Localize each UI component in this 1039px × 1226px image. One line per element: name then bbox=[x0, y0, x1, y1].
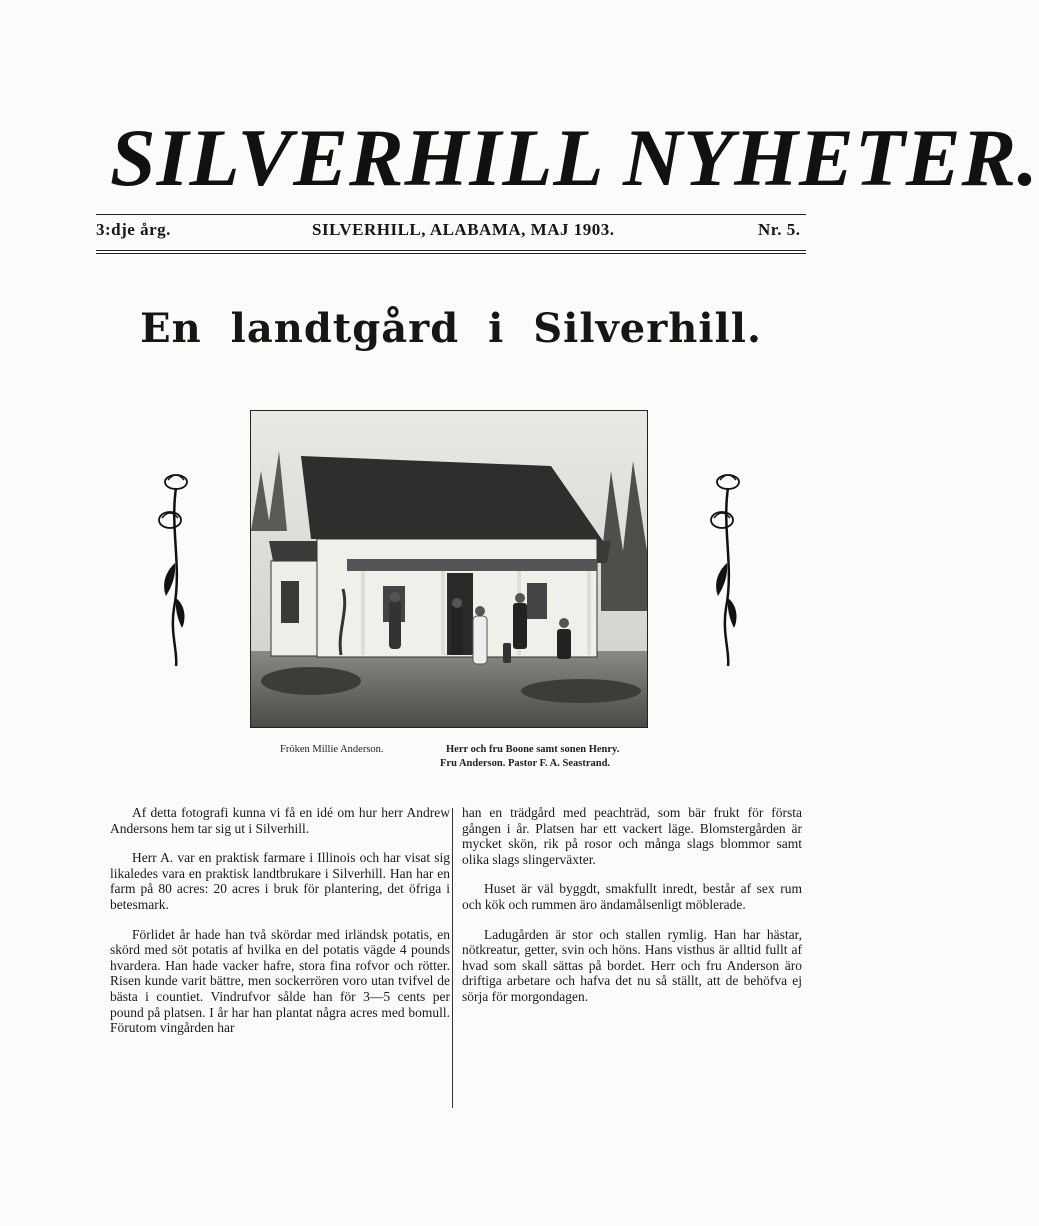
farmhouse-photo bbox=[250, 410, 648, 728]
issue-volume: 3:dje årg. bbox=[96, 220, 171, 239]
photo-caption-right-1: Herr och fru Boone samt sonen Henry. bbox=[446, 744, 620, 755]
masthead-title: SILVERHILL NYHETER. bbox=[110, 112, 1039, 203]
article-paragraph: han en trädgård med peachträd, som bär frukt för första gången i år. Platsen har ett vackert läge. Blomstergården är mycket skön, rik på rosor och många slags blommor samt olika slags slingerväxter. bbox=[462, 805, 802, 867]
column-divider bbox=[452, 808, 453, 1108]
article-paragraph: Herr A. var en praktisk farmare i Illinois och har visat sig likaledes vara en praktisk landtbrukare i Silverhill. Han har en farm på 80 acres: 20 acres i bruk för plantering, det öfriga i betesmark. bbox=[110, 850, 450, 912]
issue-number: Nr. 5. bbox=[758, 220, 801, 239]
article-paragraph: Ladugården är stor och stallen rymlig. Han har hästar, nötkreatur, getter, svin och höns. Hans visthus är alltid fullt af hvad som skall sättas på bordet. Herr och fru Anderson äro driftiga arbetare och hafva det nu så ställt, att de behöfva ej sörja för morgondagen. bbox=[462, 926, 802, 1004]
photo-caption-left: Fröken Millie Anderson. bbox=[280, 744, 384, 755]
photo-caption-right-2: Fru Anderson. Pastor F. A. Seastrand. bbox=[440, 758, 611, 769]
masthead-rule-top bbox=[96, 214, 806, 215]
masthead-rule-bottom-double bbox=[96, 253, 806, 254]
flower-ornament-left-icon bbox=[156, 468, 196, 668]
article-paragraph: Af detta fotografi kunna vi få en idé om hur herr Andrew Andersons hem tar sig ut i Silverhill. bbox=[110, 805, 450, 836]
article-paragraph: Förlidet år hade han två skördar med irländsk potatis, en skörd med söt potatis af hvilka en del potatis vägde 4 pounds hvardera. Han hade vacker hafre, stora fina rofvor och rötter. Risen kunde varit bättre, men sockerrören voro utan tvifvel de bästa i countiet. Vindrufvor sålde han för 3—5 cents per pound på platsen. I år har han plantat några acres med bomull. Förutom vingården har bbox=[110, 926, 450, 1036]
article-paragraph: Huset är väl byggdt, smakfullt inredt, består af sex rum och kök och rummen äro ändamålsenligt möblerade. bbox=[462, 881, 802, 912]
masthead-rule-bottom bbox=[96, 250, 806, 251]
flower-ornament-right-icon bbox=[708, 468, 748, 668]
issue-dateline: SILVERHILL, ALABAMA, MAJ 1903. bbox=[312, 220, 615, 239]
article-headline: En landtgård i Silverhill. bbox=[140, 305, 762, 352]
article-column-left bbox=[110, 805, 450, 1050]
article-column-right bbox=[462, 805, 802, 1019]
